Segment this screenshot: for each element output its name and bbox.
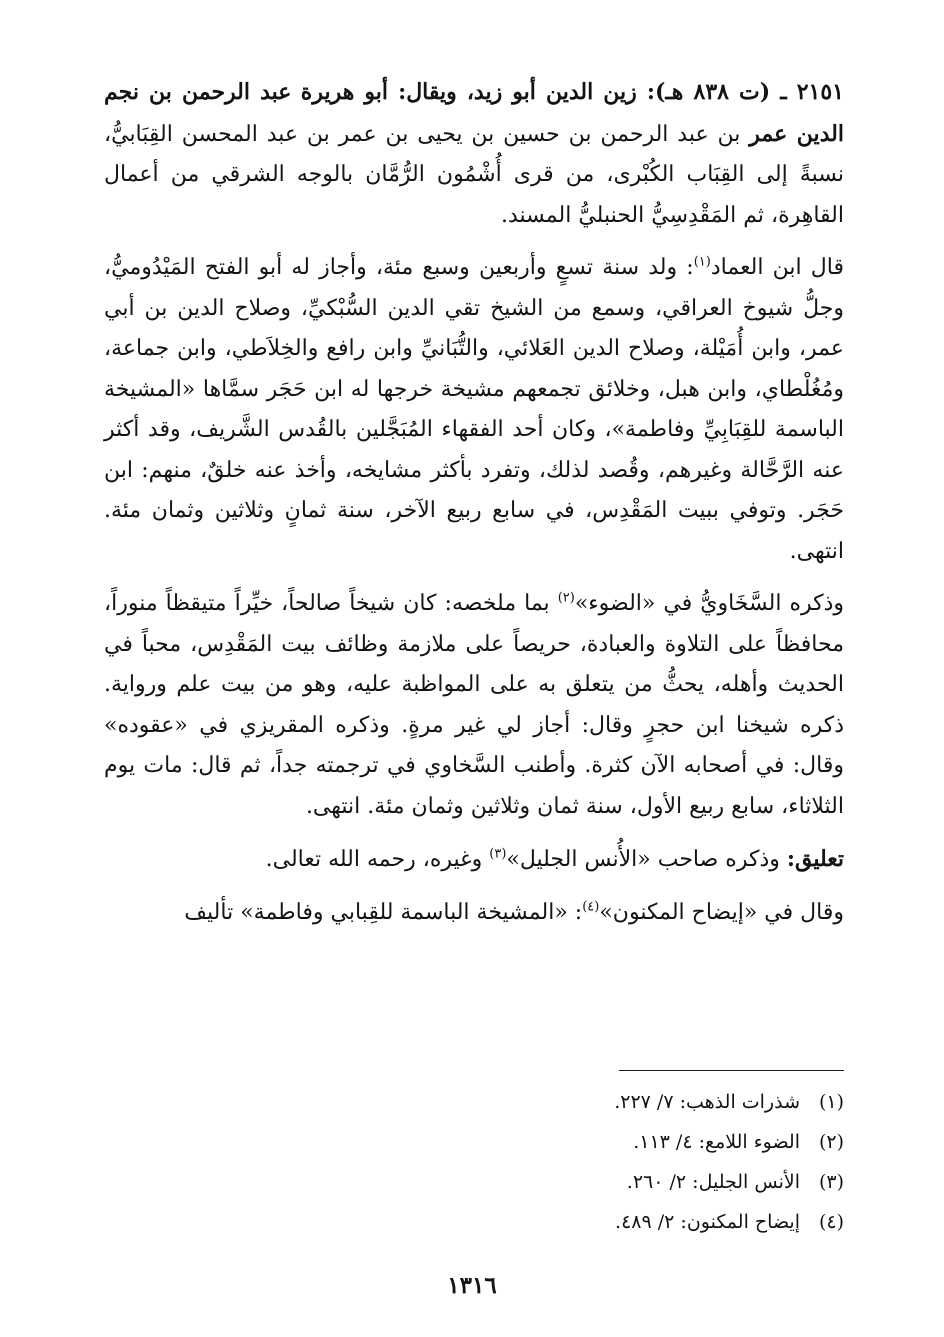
p3-text-start: وذكره صاحب «الأُنس الجليل» bbox=[506, 847, 787, 872]
entry-header: ٢١٥١ ـ (ت ٨٣٨ هـ): زين الدين أبو زيد، ويقال: أبو هريرة bbox=[300, 79, 844, 105]
main-text bbox=[104, 72, 844, 933]
p4-text-rest: : «المشيخة الباسمة للقِبابي وفاطمة» تأليف bbox=[184, 899, 583, 925]
footnote-number: (٤) bbox=[818, 1211, 844, 1233]
page-number: ١٣١٦ bbox=[447, 1272, 497, 1299]
footnote-text: الضوء اللامع: ٤/ ١١٣. bbox=[633, 1131, 800, 1153]
footnote-item bbox=[344, 1122, 844, 1162]
paragraph-idah bbox=[104, 893, 844, 934]
footnote-ref-2[interactable]: (٢) bbox=[557, 590, 575, 606]
footnote-number: (٣) bbox=[818, 1171, 844, 1193]
footnote-item bbox=[344, 1202, 844, 1242]
paragraph-ibn-al-imad bbox=[104, 248, 844, 572]
footnote-number: (١) bbox=[818, 1091, 844, 1113]
footnotes bbox=[344, 1082, 844, 1242]
comment-label: تعليق: bbox=[786, 846, 844, 872]
p4-text-start: وقال في «إيضاح المكنون» bbox=[599, 899, 844, 925]
p3-text-rest: وغيره، رحمه الله تعالى. bbox=[265, 847, 490, 872]
paragraph-comment bbox=[104, 839, 844, 881]
footnote-item bbox=[344, 1162, 844, 1202]
footnote-text: إيضاح المكنون: ٢/ ٤٨٩. bbox=[615, 1211, 800, 1233]
footnote-text: الأنس الجليل: ٢/ ٢٦٠. bbox=[626, 1171, 800, 1193]
entry-paragraph bbox=[104, 72, 844, 236]
p1-text-rest: : ولد سنة تسعٍ وأربعين وسبع مئة، وأجاز له أبو الفتح المَيْدُوميُّ، وجلُّ شيوخ العراقي، وسمع من الشيخ تقي الدين السُّبْكيِّ، وصلاح الدين بن أبي عمر، وابن أُمَيْلة، وصلاح الدين العَلائي، والتُّبَانيِّ وابن رافع والخِلاَطي، وابن جماعة، ومُغُلْطاي، وابن هبل، وخلائق تجمعهم مشيخة خرجها له ابن حَجَر سمَّاها «المشيخة الباسمة للقِبَابِيِّ وفاطمة»، وكان أحد الفقهاء المُبَجَّلين بالقُدس الشَّريف، وقد أكثر عنه الرَّحَّالة وغيرهم، وقُصد لذلك، وتفرد بأكثر مشايخه، وأخذ عنه خلقٌ، منهم: ابن حَجَر. وتوفي ببيت المَقْدِس، في سابع ربيع الآخر، سنة ثمانٍ وثلاثين وثمان مئة. انتهى. bbox=[104, 255, 844, 564]
p2-text-start: وذكره السَّخَاويُّ في «الضوء» bbox=[574, 591, 845, 616]
footnote-divider bbox=[619, 1070, 844, 1071]
entry-lineage: بن عبد الرحمن بن حسين بن يحيى بن عمر بن عبد المحسن القِبَابيُّ، نسبةً إلى القِبَاب الكُبْرى، من قرى أُشْمُون الرُّمَّان بالوجه الشرقي من أعمال القاهِرة، ثم المَقْدِسِيُّ الحنبليُّ المسند. bbox=[104, 121, 844, 228]
paragraph-sakhawi bbox=[104, 584, 844, 827]
footnote-ref-1[interactable]: (١) bbox=[693, 254, 711, 270]
footnote-item bbox=[344, 1082, 844, 1122]
p2-text-rest: بما ملخصه: كان شيخاً صالحاً، خيِّراً متيقظاً منوراً، محافظاً على التلاوة والعبادة، حريصاً على ملازمة وظائف بيت المَقْدِس، محباً في الحديث وأهله، يحثُّ من يتعلق به على المواظبة عليه، وهو من بيت علم ورواية. ذكره شيخنا ابن حجرٍ وقال: أجاز لي غير مرةٍ. وذكره المقريزي في «عقوده» وقال: في أصحابه الآن كثرة. وأطنب السَّخاوي في ترجمته جداً، ثم قال: مات يوم الثلاثاء، سابع ربيع الأول، سنة ثمان وثلاثين وثمان مئة. انتهى. bbox=[104, 591, 844, 819]
footnote-ref-4[interactable]: (٤) bbox=[582, 899, 600, 915]
footnote-ref-3[interactable]: (٣) bbox=[489, 846, 507, 862]
footnote-number: (٢) bbox=[818, 1131, 844, 1153]
entry-name: عبد الرحمن بن نجم الدين عمر bbox=[104, 79, 844, 147]
p1-text-start: قال ابن العماد bbox=[710, 255, 844, 280]
footnote-text: شذرات الذهب: ٧/ ٢٢٧. bbox=[614, 1091, 800, 1113]
